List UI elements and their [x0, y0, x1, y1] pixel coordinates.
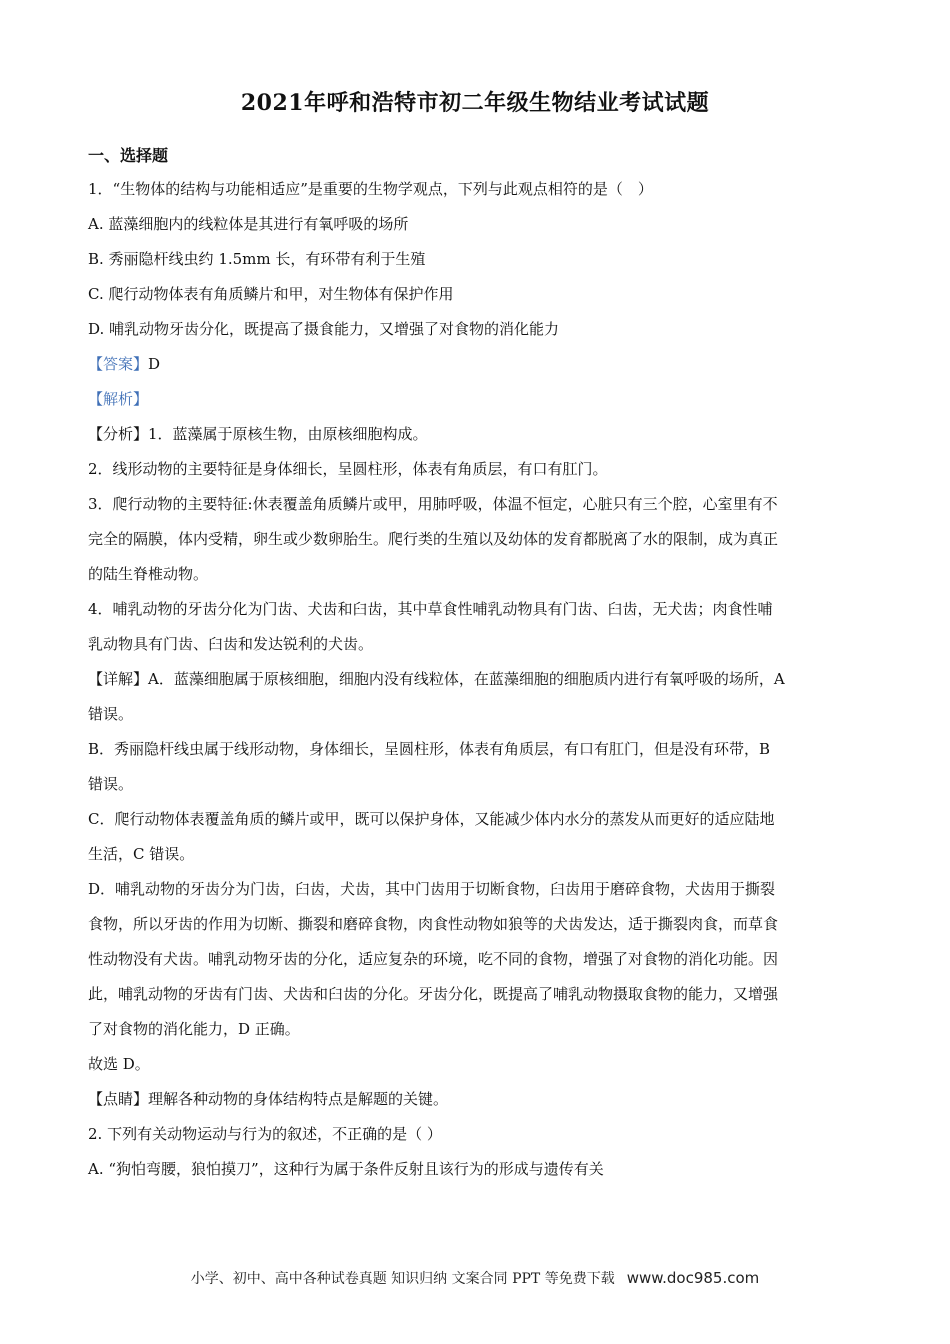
page-footer — [0, 1268, 950, 1288]
explanation-line: 乳动物具有门齿、臼齿和发达锐利的犬齿。 — [88, 635, 374, 653]
question-1-option-a: A. 蓝藻细胞内的线粒体是其进行有氧呼吸的场所 — [88, 215, 409, 233]
explanation-line: 【分析】1．蓝藻属于原核生物，由原核细胞构成。 — [88, 425, 428, 443]
question-1-option-d: D. 哺乳动物牙齿分化，既提高了摄食能力，又增强了对食物的消化能力 — [88, 320, 560, 338]
analysis-label: 【解析】 — [88, 390, 149, 408]
explanation-line: 3．爬行动物的主要特征:休表覆盖角质鳞片或甲，用肺呼吸，体温不恒定，心脏只有三个腔，心室里有不 — [88, 495, 778, 513]
explanation-line: 生活，C 错误。 — [88, 845, 195, 863]
footer-text: 小学、初中、高中各种试卷真题 知识归纳 文案合同 PPT 等免费下载 — [190, 1271, 615, 1287]
question-2-stem: 2. 下列有关动物运动与行为的叙述，不正确的是（ ） — [88, 1125, 442, 1143]
explanation-line: 错误。 — [88, 705, 134, 723]
explanation-line: 了对食物的消化能力，D 正确。 — [88, 1020, 300, 1038]
explanation-line: D．哺乳动物的牙齿分为门齿，臼齿，犬齿，其中门齿用于切断食物，臼齿用于磨碎食物，犬齿用于撕裂 — [88, 880, 776, 898]
explanation-line: 性动物没有犬齿。哺乳动物牙齿的分化，适应复杂的环境，吃不同的食物，增强了对食物的消化功能。因 — [88, 950, 779, 968]
explanation-line: 的陆生脊椎动物。 — [88, 565, 209, 583]
explanation-line: 此，哺乳动物的牙齿有门齿、犬齿和臼齿的分化。牙齿分化，既提高了哺乳动物摄取食物的能力，又增强 — [88, 985, 779, 1003]
explanation-line: 完全的隔膜，体内受精，卵生或少数卵胎生。爬行类的生殖以及幼体的发育都脱离了水的限制，成为真正 — [88, 530, 779, 548]
question-content — [88, 172, 868, 1187]
explanation-line: B．秀丽隐杆线虫属于线形动物，身体细长，呈圆柱形，体表有角质层，有口有肛门，但是没有环带，B — [88, 740, 771, 758]
explanation-line: 食物，所以牙齿的作用为切断、撕裂和磨碎食物，肉食性动物如狼等的犬齿发达，适于撕裂肉食，而草食 — [88, 915, 779, 933]
explanation-line: 故选 D。 — [88, 1055, 150, 1073]
question-2-option-a: A. “狗怕弯腰，狼怕摸刀”，这种行为属于条件反射且该行为的形成与遗传有关 — [88, 1160, 604, 1178]
answer-line — [88, 347, 868, 382]
explanation-line: 4．哺乳动物的牙齿分化为门齿、犬齿和臼齿，其中草食性哺乳动物具有门齿、臼齿，无犬齿；肉食性哺 — [88, 600, 773, 618]
question-1-stem: 1．“生物体的结构与功能相适应”是重要的生物学观点，下列与此观点相符的是（ ） — [88, 180, 653, 198]
explanation-line: C．爬行动物体表覆盖角质的鳞片或甲，既可以保护身体，又能减少体内水分的蒸发从而更好的适应陆地 — [88, 810, 775, 828]
footer-site-link[interactable]: www.doc985.com — [626, 1269, 760, 1287]
explanation-line: 【详解】A．蓝藻细胞属于原核细胞，细胞内没有线粒体，在蓝藻细胞的细胞质内进行有氧呼吸的场所，A — [88, 670, 785, 688]
explanation-line: 错误。 — [88, 775, 134, 793]
page-title: 2021年呼和浩特市初二年级生物结业考试试题 — [240, 90, 710, 116]
answer-label: 【答案】 — [88, 355, 149, 373]
section-heading: 一、选择题 — [88, 146, 169, 165]
question-1-option-b: B. 秀丽隐杆线虫约 1.5mm 长，有环带有利于生殖 — [88, 250, 426, 268]
answer-value: D — [148, 355, 161, 373]
explanation-line: 2．线形动物的主要特征是身体细长，呈圆柱形，体表有角质层，有口有肛门。 — [88, 460, 608, 478]
explanation-line: 【点睛】理解各种动物的身体结构特点是解题的关键。 — [88, 1090, 449, 1108]
question-1-option-c: C. 爬行动物体表有角质鳞片和甲，对生物体有保护作用 — [88, 285, 454, 303]
